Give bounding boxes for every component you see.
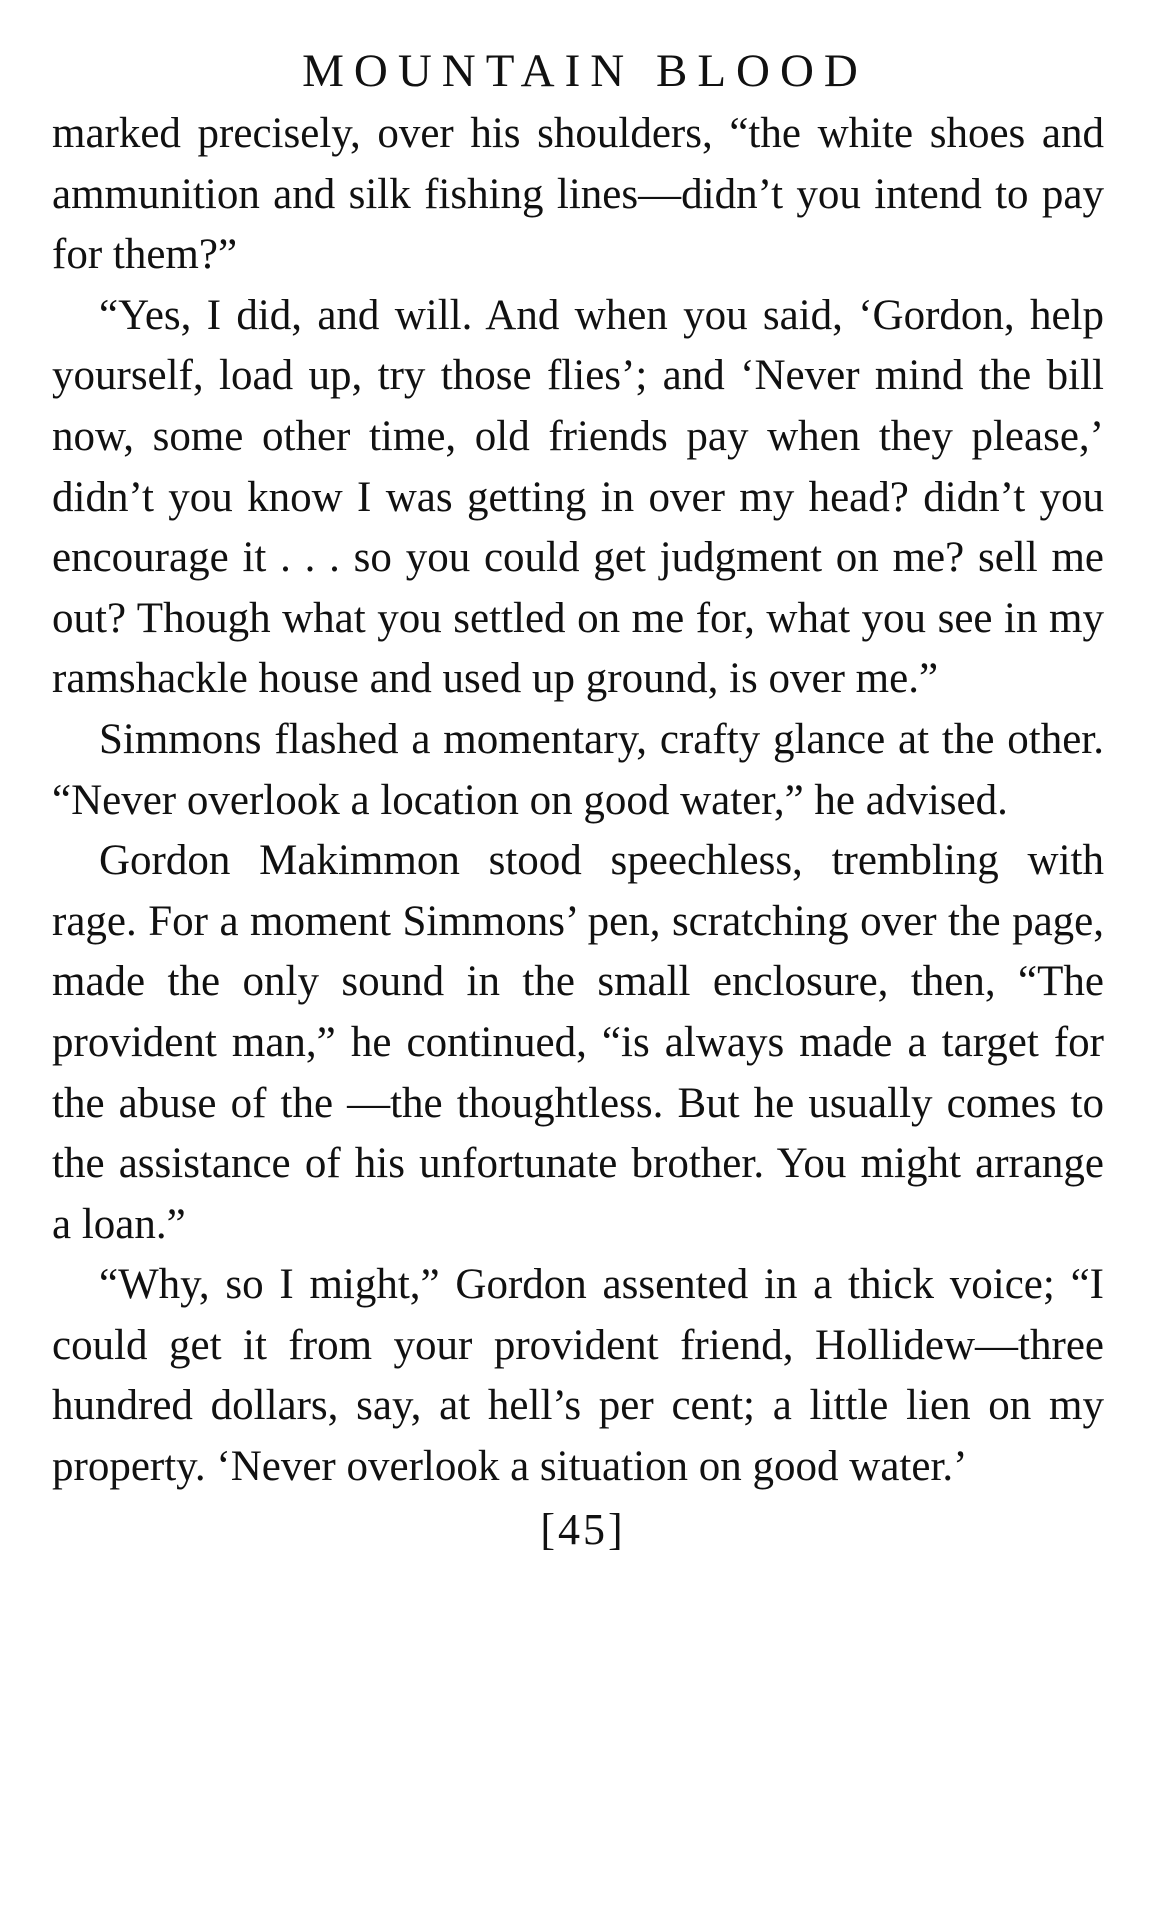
paragraph-continuation: marked precisely, over his shoulders, “the white shoes and ammunition and silk fishing lines—didn’t you intend to pay for them?”	[52, 110, 1104, 279]
running-title: MOUNTAIN BLOOD	[302, 45, 868, 97]
body-text	[52, 104, 1104, 1498]
paragraph: “Yes, I did, and will. And when you said, ‘Gordon, help yourself, load up, try those flies’; and ‘Never mind the bill now, some other time, old friends pay when they please,’ didn’t you know I was getting in over my head? didn’t you encourage it . . . so you could get judgment on me? sell me out? Though what you settled on me for, what you see in my ramshackle house and used up ground, is over me.”	[52, 291, 1104, 703]
page-number: [45]	[540, 1504, 626, 1554]
paragraph: Gordon Makimmon stood speechless, trembling with rage. For a moment Simmons’ pen, scratching over the page, made the only sound in the small enclosure, then, “The provident man,” he continued, “is always made a target for the abuse of the —the thoughtless. But he usually comes to the assistance of his unfortunate brother. You might arrange a loan.”	[52, 837, 1104, 1248]
paragraph: Simmons flashed a momentary, crafty glance at the other. “Never overlook a location on good water,” he advised.	[52, 715, 1104, 824]
paragraph: “Why, so I might,” Gordon assented in a thick voice; “I could get it from your provident friend, Hollidew—three hundred dollars, say, at hell’s per cent; a little lien on my property. ‘Never overlook a situation on good water.’	[52, 1261, 1104, 1491]
